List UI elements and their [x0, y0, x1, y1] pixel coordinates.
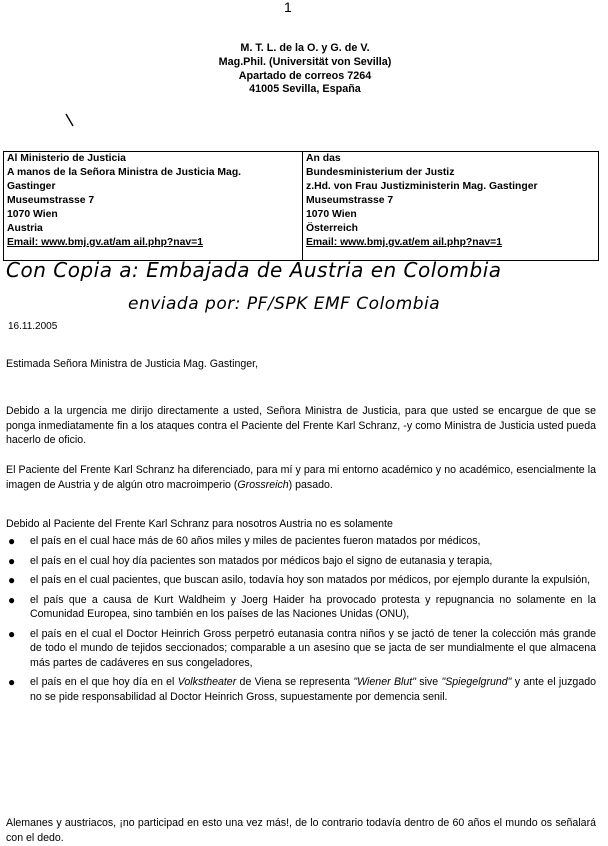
recipient-line: 1070 Wien: [7, 209, 58, 220]
bullet-dot: ●: [8, 534, 16, 548]
recipient-line: A manos de la Señora Ministra de Justicia Mag.: [7, 167, 242, 178]
play-alt-title: "Spiegelgrund": [441, 676, 512, 688]
list-item-text: el país que a causa de Kurt Waldheim y Joerg Haider ha provocado protesta y repugnancia no solamente en la Comunidad Europea, sino también en los países de las Naciones Unidas (ONU),: [30, 593, 596, 620]
recipient-email-link[interactable]: Email: www.bmj.gv.at/em ail.php?nav=1: [306, 237, 503, 248]
list-item-text: el país en el cual hoy día pacientes son matados por médicos bajo el signo de eutanasia y terapia,: [30, 554, 493, 567]
bullet-dot: ●: [8, 675, 16, 689]
handwritten-copy-note: Con Copia a: Embajada de Austria en Colombia: [6, 258, 502, 282]
sender-line: Mag.Phil. (Universität von Sevilla): [218, 55, 392, 68]
stray-pen-mark: [65, 113, 74, 127]
list-item-text: de Viena se representa: [236, 676, 354, 688]
list-item: [6, 593, 596, 622]
sender-line: M. T. L. de la O. y G. de V.: [240, 42, 370, 54]
bullet-dot: ●: [8, 626, 16, 641]
recipient-line: Austria: [7, 223, 43, 234]
recipient-line: Bundesministerium der Justiz: [306, 167, 455, 178]
recipient-german: [303, 152, 597, 260]
handwritten-sent-by-note: enviada por: PF/SPK EMF Colombia: [128, 294, 441, 314]
paragraph-italic-term: Grossreich: [237, 478, 289, 491]
recipient-line: Museumstrasse 7: [7, 195, 95, 206]
list-item: [6, 534, 596, 549]
theatre-name: Volkstheater: [177, 676, 237, 688]
sender-line: Apartado de correos 7264: [238, 69, 372, 82]
list-item-text: el país en el que hoy día en el: [30, 676, 178, 688]
bullet-dot: ●: [8, 573, 16, 587]
recipient-line: Al Ministerio de Justicia: [7, 153, 126, 164]
list-item-text: y ante el juzgado no se pide responsabilidad al Doctor Heinrich Gross, supuestamente por demencia senil.: [30, 676, 596, 703]
play-title: "Wiener Blut": [353, 676, 416, 688]
closing-paragraph: Alemanes y austriacos, ¡no participad en esto una vez más!, de lo contrario todavía dentro de 60 años el mundo os señalará con el dedo.: [6, 817, 596, 844]
list-item-text: sive: [415, 676, 442, 688]
list-item: [6, 627, 596, 671]
sender-address: [120, 42, 490, 97]
sender-line: 41005 Sevilla, España: [249, 83, 361, 96]
paragraph-urgency: Debido a la urgencia me dirijo directamente a usted, Señora Ministra de Justicia, para que usted se encargue de que se ponga inmediatamente fin a los ataques contra el Paciente del Frente Karl Schranz, -y como Ministra de Justicia usted pueda hacerlo de oficio.: [6, 405, 596, 446]
letter-date: 16.11.2005: [8, 321, 58, 332]
paragraph-text: El Paciente del Frente Karl Schranz ha diferenciado, para mí y para mi entorno académico y no académico, esencialmente la imagen de Austria y de algún otro macroimperio (: [6, 464, 596, 491]
recipient-email-link[interactable]: Email: www.bmj.gv.at/am ail.php?nav=1: [7, 237, 204, 248]
paragraph-image-of-austria: [6, 463, 596, 492]
list-item-text: el país en el cual hace más de 60 años miles y miles de pacientes fueron matados por médicos,: [30, 535, 481, 547]
address-table: [3, 151, 599, 261]
list-item-text: el país en el cual el Doctor Heinrich Gross perpetró eutanasia contra niños y se jactó de tener la colección más grande de todo el mundo de tejidos seccionados; comparable a un asesino que se jacta de ser mundialmente el que almacena más partes de cadáveres en sus congeladores,: [30, 627, 596, 669]
list-item: [6, 554, 596, 569]
recipient-line: 1070 Wien: [306, 209, 357, 220]
recipient-line: z.Hd. von Frau Justizministerin Mag. Gastinger: [306, 181, 538, 192]
list-item: [6, 573, 596, 588]
recipient-line: Österreich: [306, 223, 358, 234]
bullet-dot: ●: [8, 592, 16, 607]
recipient-line: Gastinger: [7, 181, 56, 192]
recipient-line: An das: [306, 153, 341, 164]
list-intro: Debido al Paciente del Frente Karl Schranz para nosotros Austria no es solamente: [6, 518, 393, 530]
page-number: 1: [284, 0, 292, 15]
list-item: [6, 675, 596, 704]
list-item-text: el país en el cual pacientes, que buscan asilo, todavía hoy son matados por médicos, por ejemplo durante la expulsión,: [30, 574, 591, 586]
recipient-line: Museumstrasse 7: [306, 195, 394, 206]
paragraph-text-tail: ) pasado.: [288, 478, 333, 491]
bullet-list: [6, 534, 596, 709]
recipient-spanish: [4, 152, 303, 260]
salutation: Estimada Señora Ministra de Justicia Mag. Gastinger,: [6, 358, 259, 370]
bullet-dot: ●: [8, 553, 16, 568]
